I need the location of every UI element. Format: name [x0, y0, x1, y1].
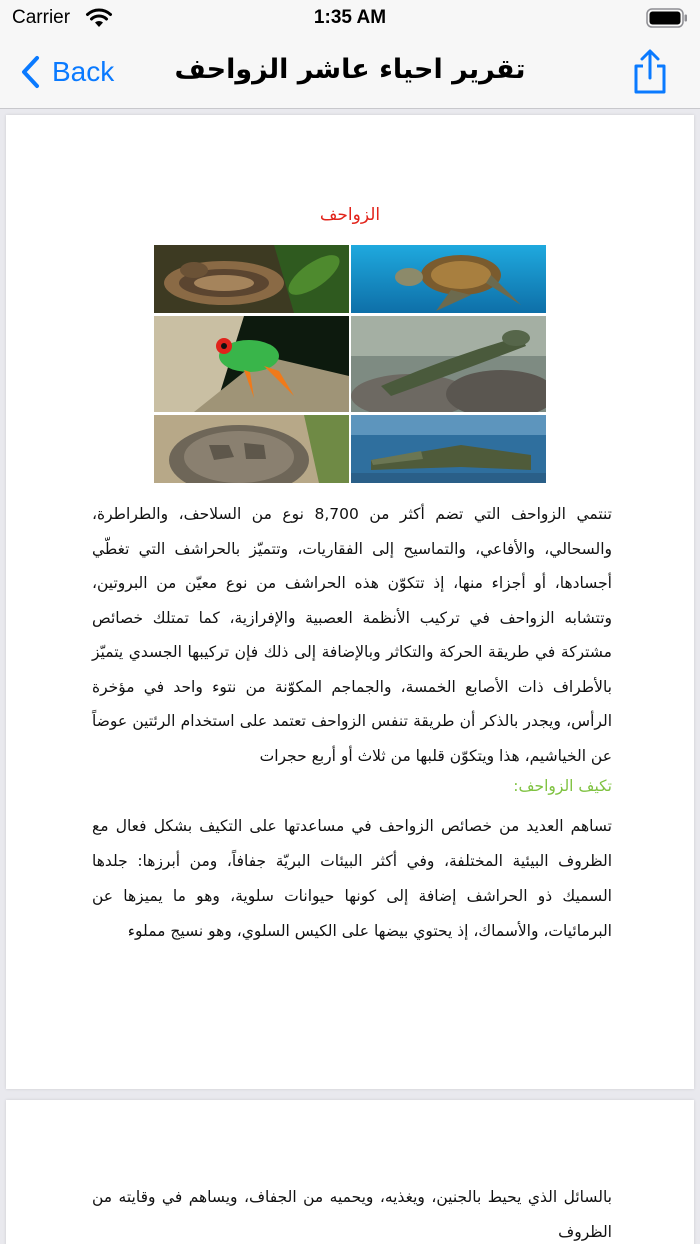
subheading: تكيف الزواحف:	[513, 777, 612, 795]
paragraph-1: تنتمي الزواحف التي تضم أكثر من 8,700 نوع من السلاحف، والطراطرة، والسحالي، والأفاعي، والتماسيح إلى الفقاريات، وتتميّز بالحراشف التي تغطّي أجسادها، أو أجزاء منها، إذ تتكوّن هذه الحراشف من نوع معيّن من البروتين، وتتشابه الزواحف في تركيب الأنظمة العصبية والإفرازية، كما تمتلك خصائص مشتركة في طريقة الحركة والتكاثر وبالإضافة إلى ذلك فإن تركيبها الجسدي يتميّز بالأطراف ذات الأصابع الخمسة، والجماجم المكوّنة من نتوء واحد في مؤخرة الرأس، ويجدر بالذكر أن طريقة تنفس الزواحف تعتمد على استخدام الرئتين عوضاً عن الخياشيم، هذا ويتكوّن قلبها من ثلاث أو أربع حجرات	[92, 505, 612, 765]
share-icon[interactable]	[630, 48, 670, 96]
status-bar	[0, 0, 700, 40]
tortoise-image	[154, 415, 349, 483]
tree-frog-image	[154, 316, 349, 412]
battery-icon	[646, 8, 688, 28]
document-page-2[interactable]	[6, 1100, 694, 1244]
back-label: Back	[52, 56, 115, 87]
crocodile-image	[351, 415, 546, 483]
chevron-left-icon	[18, 54, 44, 90]
iguana-image	[351, 316, 546, 412]
status-time: 1:35 AM	[313, 7, 387, 28]
navigation-bar	[0, 40, 700, 109]
sea-turtle-image	[351, 245, 546, 313]
carrier-label: Carrier	[12, 7, 71, 28]
reptile-photo-collage	[154, 245, 546, 483]
paragraph-3: بالسائل الذي يحيط بالجنين، ويغذيه، ويحميه من الجفاف، ويساهم في وقايته من الظروف	[92, 1188, 612, 1241]
section-heading: الزواحف	[319, 205, 381, 225]
snake-image	[154, 245, 349, 313]
page-title: تقرير احياء عاشر الزواحف	[174, 54, 526, 85]
back-button[interactable]	[18, 52, 114, 92]
document-page-1[interactable]	[6, 115, 694, 1089]
paragraph-2: تساهم العديد من خصائص الزواحف في مساعدتها على التكيف بشكل فعال مع الظروف البيئية المختلفة، وفي أكثر البيئات البريّة جفافاً، ومن أبرزها: جلدها السميك ذو الحراشف إضافة إلى كونها حيوانات سلوية، وهو ما يميزها عن البرمائيات، والأسماك، إذ يحتوي بيضها على الكيس السلوي، وهو نسيج مملوء	[92, 817, 612, 940]
